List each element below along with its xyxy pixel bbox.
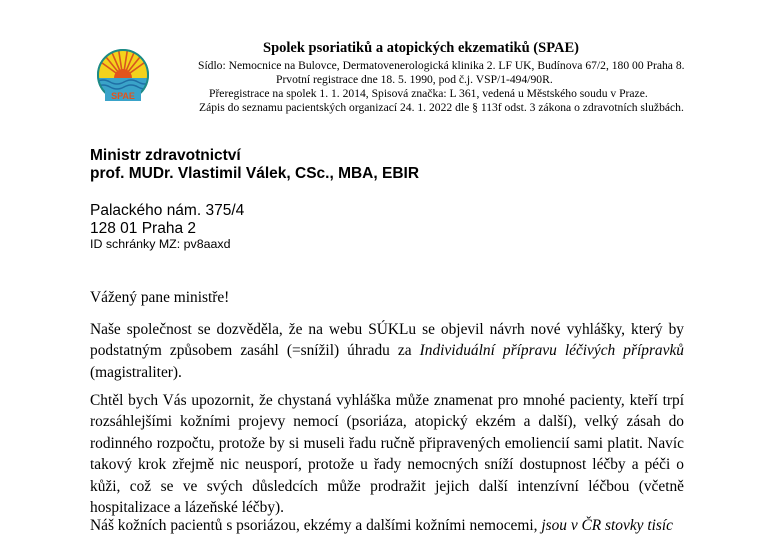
paragraph-line: hospitalizace a lázeňské léčby).: [90, 499, 284, 517]
salutation: Vážený pane ministře!: [90, 289, 230, 306]
org-registration-line: Prvotní registrace dne 18. 5. 1990, pod č.j. VSP/1-494/90R.: [276, 73, 553, 86]
paragraph-line: Náš kožních pacientů s psoriázou, ekzémy a dalšími kožními nemocemi, jsou v ČR stovky tisíc: [90, 517, 673, 534]
paragraph-line: Naše společnost se dozvěděla, že na webu SÚKLu se objevil návrh nové vyhlášky, který by: [90, 321, 684, 338]
address-city: 128 01 Praha 2: [90, 220, 197, 237]
logo-text: SPAE: [111, 91, 135, 101]
paragraph-line: (magistraliter).: [90, 363, 182, 381]
paragraph-line: takový krok zřejmě nic neusporí, protože u řady nemocných sníží dostupnost léčby a péči o: [90, 456, 684, 474]
paragraph-line: Chtěl bych Vás upozornit, že chystaná vyhláška může znamenat pro mnohé pacienty, kteří trpí: [90, 392, 684, 409]
paragraph-1: [90, 319, 684, 383]
recipient-name: prof. MUDr. Vlastimil Válek, CSc., MBA, EBIR: [90, 165, 420, 182]
paragraph-line: rozsáhlejšími kožními projevy nemocí (psoriáza, atopický ekzém a další), velký zásah do: [90, 413, 684, 431]
paragraph-line: podstatným způsobem zasáhl (=snížil) úhradu za Individuální přípravu léčivých přípravků: [90, 342, 684, 360]
org-patient-registry-line: Zápis do seznamu pacientských organizací 24. 1. 2022 dle § 113f odst. 3 zákona o zdravotních službách.: [199, 101, 684, 114]
spae-logo: [96, 48, 150, 106]
recipient-title: Ministr zdravotnictví: [90, 147, 241, 164]
org-reregistration-line: Přeregistrace na spolek 1. 1. 2014, Spisová značka: L 361, vedená u Městského soudu v Praze.: [209, 87, 648, 100]
org-name: Spolek psoriatiků a atopických ekzematiků (SPAE): [263, 40, 579, 56]
org-address-line: Sídlo: Nemocnice na Bulovce, Dermatovenerologická klinika 2. LF UK, Budínova 67/2, 180 00 Praha 8.: [198, 59, 685, 72]
paragraph-line: kůži, což se ve svých důsledcích může prodražit jejich další intenzívní léčbou (včetně: [90, 477, 684, 495]
paragraph-line: rodinného rozpočtu, protože by si museli řadu ručně připravených emoliencií sami platit. Navíc: [90, 434, 684, 452]
address-databox: ID schránky MZ: pv8aaxd: [90, 237, 231, 251]
address-street: Palackého nám. 375/4: [90, 202, 245, 219]
paragraph-2: [90, 390, 684, 518]
